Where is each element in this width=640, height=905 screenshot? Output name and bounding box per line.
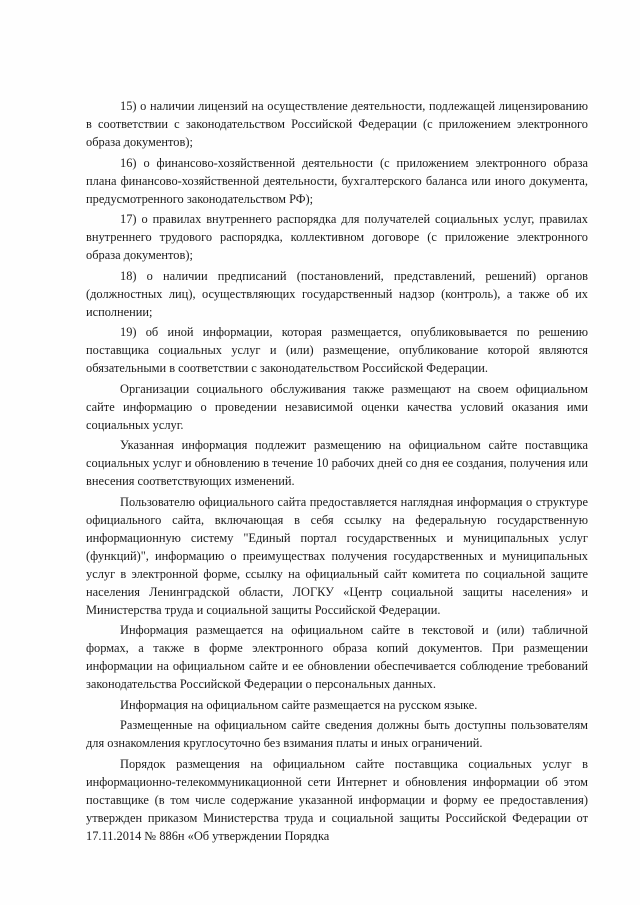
paragraph-site-structure: Пользователю официального сайта предоставляется наглядная информация о структуре официального сайта, включающая в себя ссылку на федеральную государственную информационную систему "Единый портал государственных и муниципальных услуг (функций)", информацию о преимуществах получения государственных и муниципальных услуг в электронной форме, ссылку на официальный сайт комитета по социальной защите населения Ленинградской области, ЛОГКУ «Центр социальной защиты населения» и Министерства труда и социальной защиты Российской Федерации. bbox=[86, 494, 588, 617]
paragraph-item-18: 18) о наличии предписаний (постановлений, представлений, решений) органов (должностных лиц), осуществляющих государственный надзор (контроль), а также об их исполнении; bbox=[86, 268, 588, 319]
document-body bbox=[86, 97, 588, 847]
paragraph-independent-assessment: Организации социального обслуживания также размещают на своем официальном сайте информацию о проведении независимой оценки качества условий оказания ими социальных услуг. bbox=[86, 381, 588, 432]
paragraph-information-forms: Информация размещается на официальном сайте в текстовой и (или) табличной формах, а также в форме электронного образа копий документов. При размещении информации на официальном сайте и ее обновлении обеспечивается соблюдение требований законодательства Российской Федерации о персональных данных. bbox=[86, 623, 588, 691]
paragraph-item-16: 16) о финансово-хозяйственной деятельности (с приложением электронного образа плана финансово-хозяйственной деятельности, бухгалтерского баланса или иного документа, предусмотренного законодательством РФ); bbox=[86, 155, 588, 206]
paragraph-procedure: Порядок размещения на официальном сайте поставщика социальных услуг в информационно-телекоммуникационной сети Интернет и обновления информации об этом поставщике (в том числе содержание указанной информации и форму ее предоставления) утвержден приказом Министерства труда и социальной защиты Российской Федерации от 17.11.2014 № 886н «Об утверждении Порядка bbox=[86, 756, 588, 843]
paragraph-item-15: 15) о наличии лицензий на осуществление деятельности, подлежащей лицензированию в соответствии с законодательством Российской Федерации (с приложением электронного образа документов); bbox=[86, 99, 588, 149]
paragraph-item-17: 17) о правилах внутреннего распорядка для получателей социальных услуг, правилах внутреннего трудового распорядка, коллективном договоре (с приложение электронного образа документов); bbox=[86, 212, 588, 262]
paragraph-update-deadline: Указанная информация подлежит размещению на официальном сайте поставщика социальных услуг и обновлению в течение 10 рабочих дней со дня ее создания, получения или внесения соответствующих изменений. bbox=[86, 438, 588, 488]
paragraph-language: Информация на официальном сайте размещается на русском языке. bbox=[120, 697, 478, 712]
paragraph-availability: Размещенные на официальном сайте сведения должны быть доступны пользователям для ознакомления круглосуточно без взимания платы и иных ограничений. bbox=[86, 718, 588, 750]
paragraph-item-19: 19) об иной информации, которая размещается, опубликовывается по решению поставщика социальных услуг и (или) размещение, опубликование которой являются обязательными в соответствии с законодательством Российской Федерации. bbox=[86, 325, 588, 375]
